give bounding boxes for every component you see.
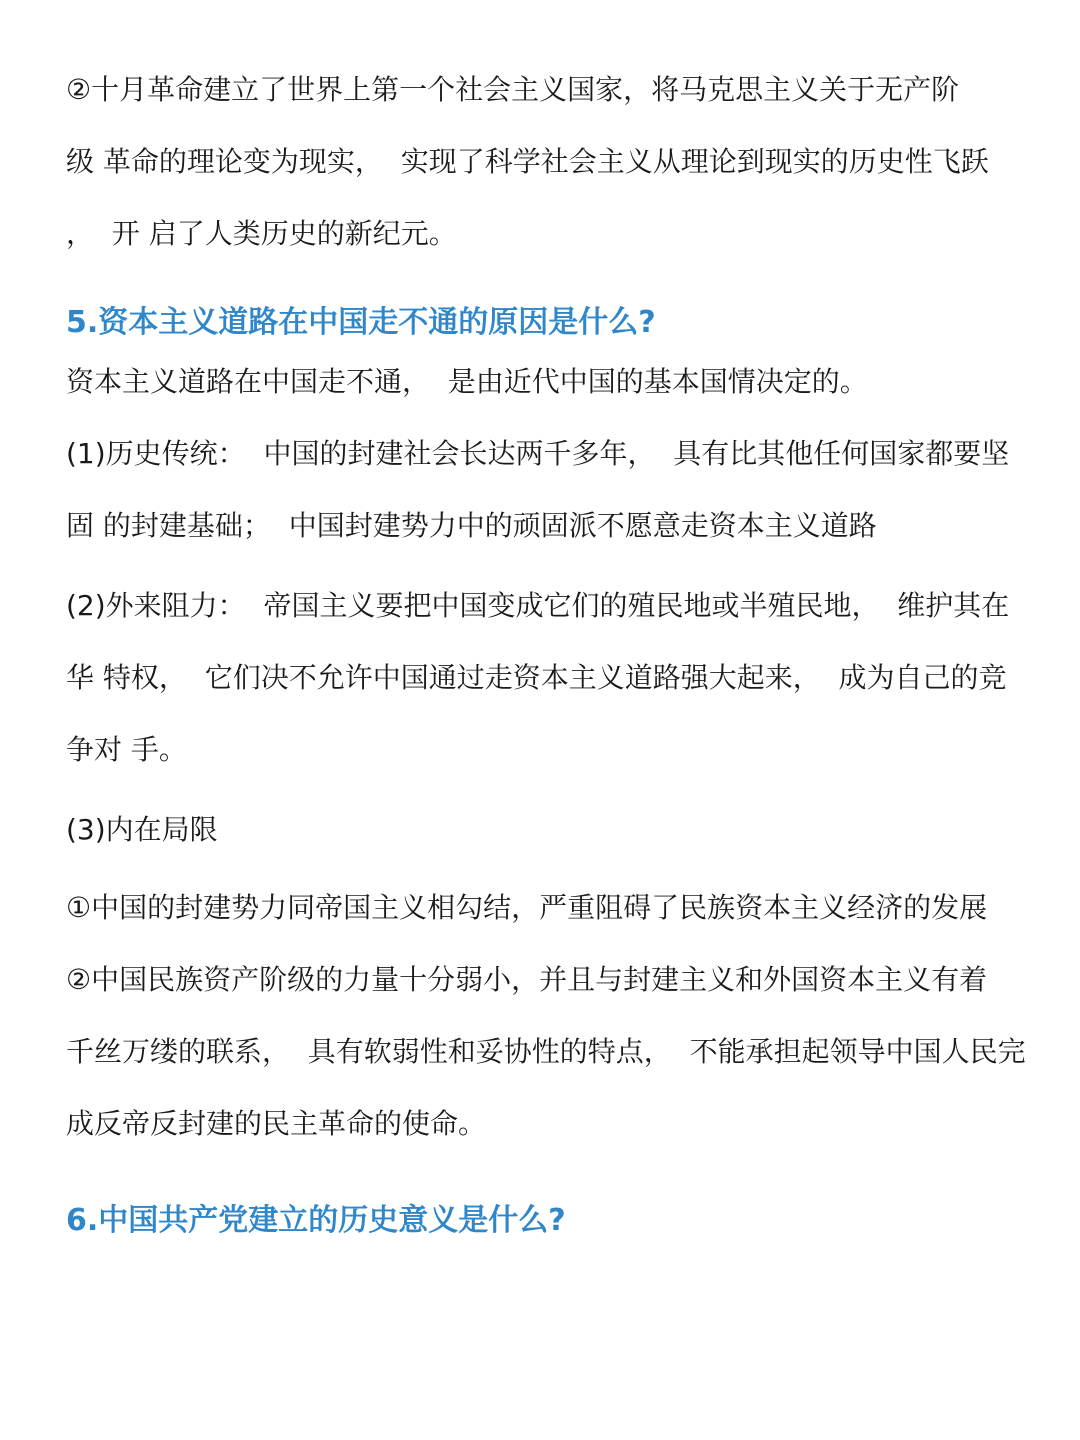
intro-line-3: ， 开 启了人类历史的新纪元。: [66, 217, 457, 250]
point-3-sub-2-line-1: ②中国民族资产阶级的力量十分弱小，并且与封建主义和外国资本主义有着: [66, 963, 988, 996]
point-2-line-1: (2)外来阻力： 帝国主义要把中国变成它们的殖民地或半殖民地， 维护其在: [66, 589, 1010, 622]
point-3-sub-2-line-3: 成反帝反封建的民主革命的使命。: [66, 1107, 487, 1140]
intro-line-2: 级 革命的理论变为现实， 实现了科学社会主义从理论到现实的历史性飞跃: [66, 145, 989, 178]
point-2-line-3: 争对 手。: [66, 733, 187, 766]
point-3-sub-2-line-2: 千丝万缕的联系， 具有软弱性和妥协性的特点， 不能承担起领导中国人民完: [66, 1035, 1026, 1068]
section-5-heading: 5.资本主义道路在中国走不通的原因是什么?: [66, 305, 656, 340]
section-5-summary: 资本主义道路在中国走不通， 是由近代中国的基本国情决定的。: [66, 365, 868, 398]
intro-line-1: ②十月革命建立了世界上第一个社会主义国家，将马克思主义关于无产阶: [66, 73, 960, 106]
section-6-heading: 6.中国共产党建立的历史意义是什么?: [66, 1203, 566, 1238]
point-1-line-2: 固 的封建基础； 中国封建势力中的顽固派不愿意走资本主义道路: [66, 509, 877, 542]
point-1-line-1: (1)历史传统： 中国的封建社会长达两千多年， 具有比其他任何国家都要坚: [66, 437, 1010, 470]
point-3-sub-1: ①中国的封建势力同帝国主义相勾结，严重阻碍了民族资本主义经济的发展: [66, 891, 988, 924]
point-2-line-2: 华 特权， 它们决不允许中国通过走资本主义道路强大起来， 成为自己的竞: [66, 661, 1007, 694]
point-3-title: (3)内在局限: [66, 813, 218, 846]
